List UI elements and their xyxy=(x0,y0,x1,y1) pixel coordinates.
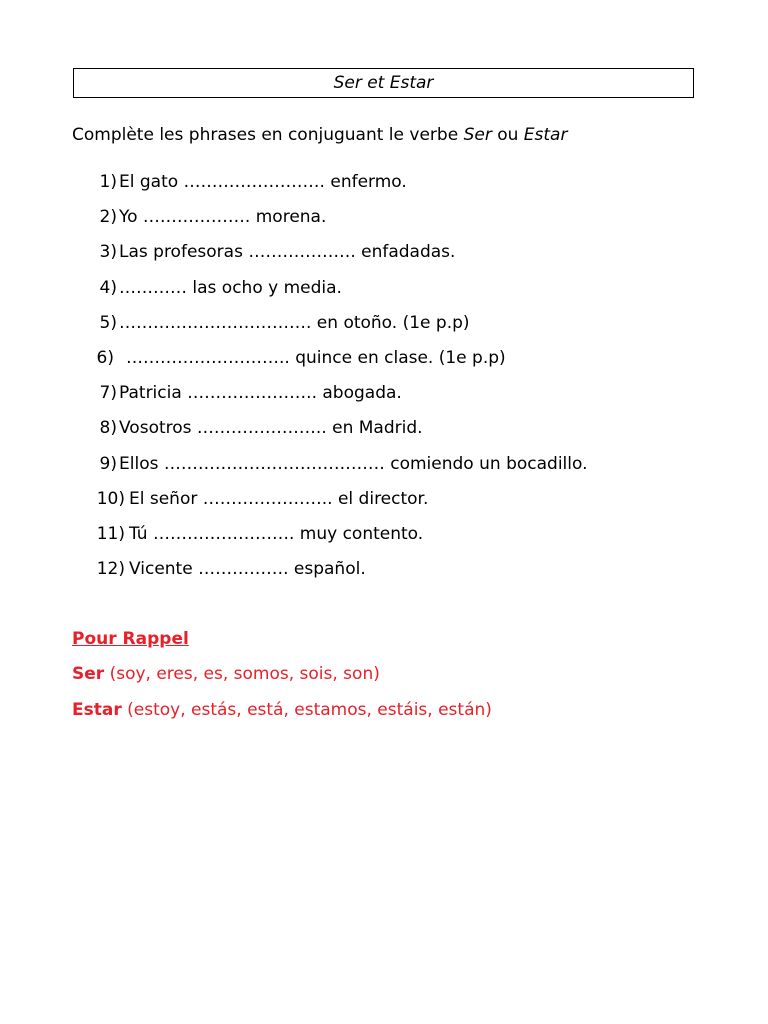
item-sentence: Vosotros ………………….. en Madrid. xyxy=(119,418,423,439)
item-number: 4) xyxy=(99,277,117,298)
item-number: 10) xyxy=(96,488,125,509)
instruction-text: Complète les phrases en conjuguant le verbe xyxy=(72,125,464,145)
instruction-conjunction: ou xyxy=(491,125,524,145)
instruction-verb-ser: Ser xyxy=(463,125,492,145)
reminder-estar-line xyxy=(72,698,492,722)
item-number: 5) xyxy=(99,312,117,333)
item-sentence: Vicente ……………. español. xyxy=(129,559,366,580)
reminder-estar-forms: (estoy, estás, está, estamos, estáis, están) xyxy=(121,700,492,720)
item-number: 12) xyxy=(96,559,125,580)
instruction xyxy=(72,123,567,147)
reminder-title: Pour Rappel xyxy=(72,629,189,649)
item-sentence: ……………………………. en otoño. (1e p.p) xyxy=(119,312,470,333)
item-sentence: Yo ………………. morena. xyxy=(119,207,327,228)
item-sentence: Patricia ………………….. abogada. xyxy=(119,383,402,404)
reminder-ser-line xyxy=(72,662,380,686)
item-sentence: El señor ………………….. el director. xyxy=(129,488,429,509)
instruction-verb-estar: Estar xyxy=(523,125,568,145)
item-sentence: Tú ……………………. muy contento. xyxy=(129,523,424,544)
worksheet-title: Ser et Estar xyxy=(73,68,694,98)
item-sentence: Ellos ………………………………… comiendo un bocadillo. xyxy=(119,453,588,474)
item-number: 1) xyxy=(99,172,117,192)
item-sentence: El gato ……………………. enfermo. xyxy=(119,172,407,192)
item-number: 11) xyxy=(96,523,125,544)
item-number: 2) xyxy=(99,207,117,228)
item-sentence: Las profesoras ………………. enfadadas. xyxy=(119,242,456,263)
item-sentence: ………… las ocho y media. xyxy=(119,277,342,298)
item-number: 7) xyxy=(99,383,117,404)
item-number: 6) xyxy=(96,347,114,368)
item-number: 9) xyxy=(99,453,117,474)
item-sentence: ……………………….. quince en clase. (1e p.p) xyxy=(126,347,506,368)
reminder-ser-forms: (soy, eres, es, somos, sois, son) xyxy=(104,664,380,684)
item-number: 8) xyxy=(99,418,117,439)
reminder-ser-verb: Ser xyxy=(72,664,105,684)
item-number: 3) xyxy=(99,242,117,263)
reminder-estar-verb: Estar xyxy=(72,700,122,720)
